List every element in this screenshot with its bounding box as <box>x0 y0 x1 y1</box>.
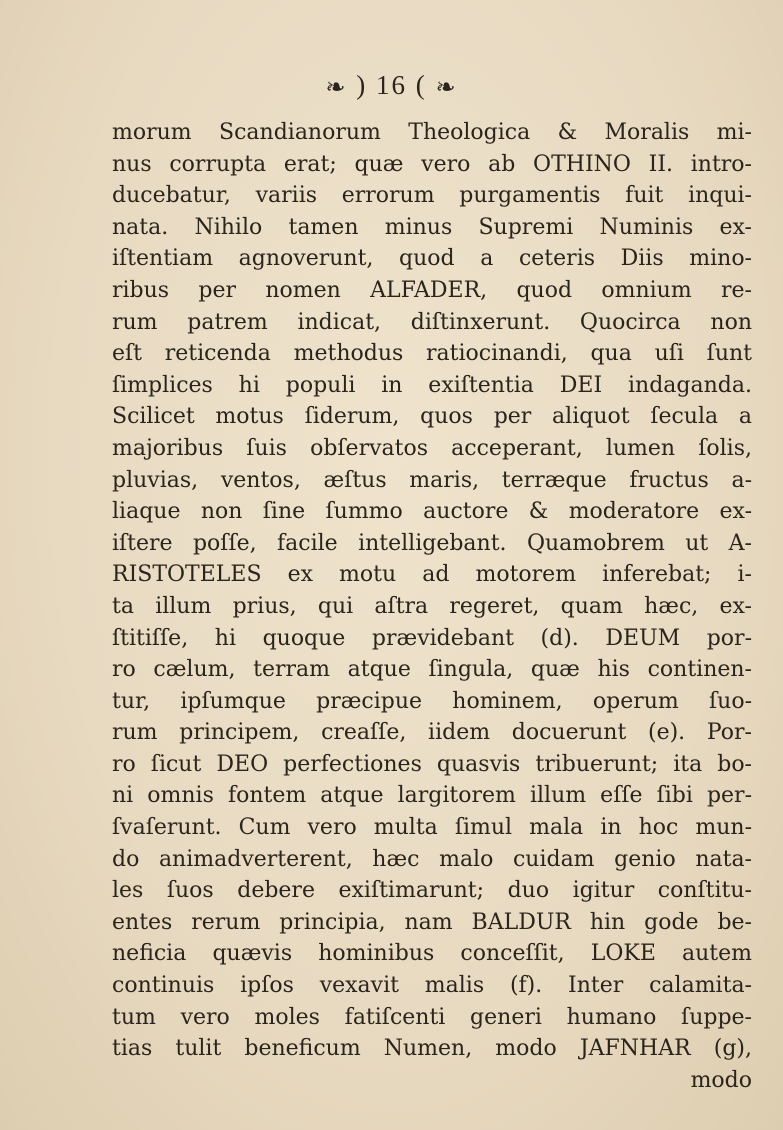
text-line: neficia quævis hominibus conceſſit, LOKE autem <box>112 941 752 967</box>
text-line: ro cælum, terram atque ſingula, quæ his continen- <box>112 657 752 683</box>
text-line: nata. Nihilo tamen minus Supremi Numinis ex- <box>112 214 752 240</box>
text-line: entes rerum principia, nam BALDUR hin gode be- <box>112 909 752 935</box>
text-line: liaque non ſine ſummo auctore & moderatore ex- <box>112 499 752 525</box>
text-line: rum patrem indicat, diſtinxerunt. Quocirca non <box>112 309 752 335</box>
body-text <box>112 117 752 1096</box>
text-line: ſtitiſſe, hi quoque prævidebant (d). DEUM por- <box>112 625 752 651</box>
text-line: tias tulit beneficum Numen, modo JAFNHAR (g), <box>112 1036 752 1062</box>
text-line: ribus per nomen ALFADER, quod omnium re- <box>112 277 752 303</box>
text-line: rum principem, creaſſe, iidem docuerunt (e). Por- <box>112 720 752 746</box>
text-line: pluvias, ventos, æſtus maris, terræque fructus a- <box>112 467 752 493</box>
text-line: ſimplices hi populi in exiſtentia DEI indaganda. <box>112 372 752 398</box>
text-line: ducebatur, variis errorum purgamentis fuit inqui- <box>112 183 752 209</box>
text-line: iſtentiam agnoverunt, quod a ceteris Diis mino- <box>112 246 752 272</box>
page-header <box>0 70 783 102</box>
text-line: ni omnis fontem atque largitorem illum eſſe ſibi per- <box>112 783 752 809</box>
text-line: ro ſicut DEO perfectiones quasvis tribuerunt; ita bo- <box>112 751 752 777</box>
text-line: RISTOTELES ex motu ad motorem inferebat; i- <box>112 562 752 588</box>
catchword: modo <box>690 1067 752 1093</box>
text-line: Scilicet motus ſiderum, quos per aliquot ſecula a <box>112 404 752 430</box>
text-line: majoribus ſuis obſervatos acceperant, lumen ſolis, <box>112 435 752 461</box>
left-ornament-icon: ❧ <box>325 75 348 102</box>
text-line: ta illum prius, qui aſtra regeret, quam hæc, ex- <box>112 593 752 619</box>
text-line: do animadverterent, hæc malo cuidam genio nata- <box>112 846 752 872</box>
text-line: tum vero moles fatiſcenti generi humano ſuppe- <box>112 1004 752 1030</box>
text-line: les ſuos debere exiſtimarunt; duo igitur conſtitu- <box>112 878 752 904</box>
page-number: ) 16 ( <box>356 70 427 100</box>
text-line: continuis ipſos vexavit malis (f). Inter calamita- <box>112 973 752 999</box>
text-line: tur, ipſumque præcipue hominem, operum ſuo- <box>112 688 752 714</box>
right-ornament-icon: ❧ <box>435 75 458 102</box>
text-line: iſtere poſſe, facile intelligebant. Quamobrem ut A- <box>112 530 752 556</box>
text-line: ſvaſerunt. Cum vero multa ſimul mala in hoc mun- <box>112 815 752 841</box>
text-line: morum Scandianorum Theologica & Moralis mi- <box>112 120 752 145</box>
text-line: nus corrupta erat; quæ vero ab OTHINO II. intro- <box>112 151 752 177</box>
text-line: eſt reticenda methodus ratiocinandi, qua uſi ſunt <box>112 341 752 367</box>
